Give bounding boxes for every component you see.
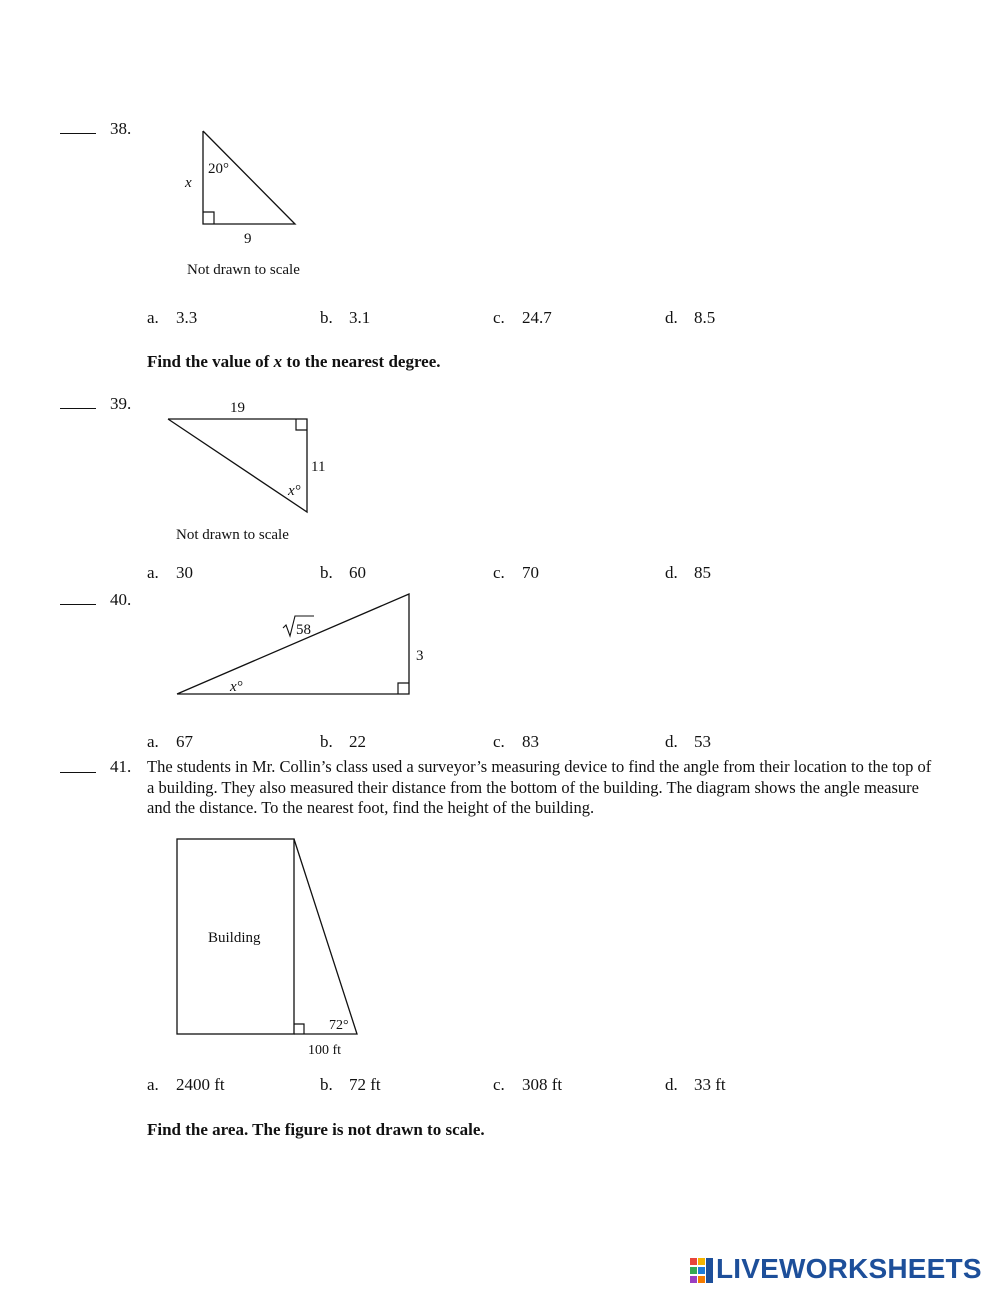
choice-38-b[interactable]	[320, 308, 370, 328]
choice-value: 2400 ft	[176, 1075, 225, 1094]
angle-label-40: x°	[230, 679, 243, 695]
choice-40-b[interactable]	[320, 732, 366, 752]
side-label-base-38: 9	[244, 231, 252, 247]
choice-39-d[interactable]	[665, 563, 711, 583]
choice-value: 33 ft	[694, 1075, 726, 1094]
choice-value: 22	[349, 732, 366, 751]
question-text-41: The students in Mr. Collin’s class used a surveyor’s measuring device to find the angle from their location to the top of a building. They also measured their distance from the bottom of the building. The diagram shows the angle measure and the distance. To the nearest foot, find the height of the building.	[147, 757, 932, 817]
choice-value: 3.1	[349, 308, 371, 327]
choice-letter: b.	[320, 563, 333, 582]
angle-label-38: 20°	[208, 161, 229, 177]
choice-39-a[interactable]	[147, 563, 193, 583]
not-to-scale-note-39: Not drawn to scale	[176, 527, 289, 543]
liveworksheets-wordmark[interactable]: LIVEWORKSHEETS	[716, 1253, 982, 1284]
choice-letter: a.	[147, 732, 159, 751]
distance-label-41: 100 ft	[308, 1043, 342, 1058]
liveworksheets-logo-icon	[690, 1256, 714, 1286]
choice-value: 30	[176, 563, 193, 582]
choice-40-a[interactable]	[147, 732, 193, 752]
choice-value: 60	[349, 563, 366, 582]
instruction-find-area: Find the area. The figure is not drawn to scale.	[147, 1120, 485, 1139]
answer-blank-40[interactable]	[60, 604, 96, 605]
choice-letter: d.	[665, 1075, 678, 1094]
choice-value: 8.5	[694, 308, 716, 327]
choice-letter: a.	[147, 563, 159, 582]
question-number-40: 40.	[110, 590, 132, 609]
choice-letter: c.	[493, 732, 505, 751]
instruction-variable: x	[273, 352, 283, 371]
answer-blank-38[interactable]	[60, 133, 96, 134]
angle-label-41: 72°	[329, 1018, 349, 1033]
choice-41-a[interactable]	[147, 1075, 225, 1095]
answer-blank-41[interactable]	[60, 772, 96, 773]
choice-38-d[interactable]	[665, 308, 715, 328]
choice-letter: c.	[493, 1075, 505, 1094]
choice-letter: c.	[493, 308, 505, 327]
question-number-39: 39.	[110, 394, 132, 413]
instruction-suffix: to the nearest degree.	[282, 352, 441, 371]
choice-value: 24.7	[522, 308, 552, 327]
answer-blank-39[interactable]	[60, 408, 96, 409]
choice-letter: d.	[665, 732, 678, 751]
choice-41-b[interactable]	[320, 1075, 381, 1095]
hypotenuse-radicand-40: 58	[296, 622, 311, 638]
choice-38-a[interactable]	[147, 308, 197, 328]
not-to-scale-note-38: Not drawn to scale	[187, 262, 300, 278]
choice-value: 85	[694, 563, 711, 582]
side-label-right-39: 11	[311, 459, 326, 475]
choice-value: 70	[522, 563, 539, 582]
question-number-41: 41.	[110, 757, 132, 776]
building-diagram-41	[0, 0, 1, 1]
choice-letter: b.	[320, 1075, 333, 1094]
building-label-41: Building	[208, 930, 261, 946]
choice-value: 67	[176, 732, 193, 751]
choice-value: 83	[522, 732, 539, 751]
choice-40-d[interactable]	[665, 732, 711, 752]
choice-41-d[interactable]	[665, 1075, 726, 1095]
choice-letter: a.	[147, 1075, 159, 1094]
side-label-right-40: 3	[416, 648, 424, 664]
choice-letter: d.	[665, 563, 678, 582]
choice-value: 53	[694, 732, 711, 751]
choice-40-c[interactable]	[493, 732, 539, 752]
choice-letter: b.	[320, 732, 333, 751]
choice-value: 72 ft	[349, 1075, 381, 1094]
angle-label-39: x°	[288, 483, 301, 499]
choice-letter: b.	[320, 308, 333, 327]
choice-41-c[interactable]	[493, 1075, 562, 1095]
choice-letter: c.	[493, 563, 505, 582]
choice-value: 308 ft	[522, 1075, 563, 1094]
choice-value: 3.3	[176, 308, 198, 327]
question-number-38: 38.	[110, 119, 132, 138]
choice-38-c[interactable]	[493, 308, 552, 328]
choice-39-b[interactable]	[320, 563, 366, 583]
choice-39-c[interactable]	[493, 563, 539, 583]
side-label-x-38: x	[185, 175, 192, 191]
instruction-prefix: Find the value of	[147, 352, 274, 371]
side-label-top-39: 19	[230, 400, 245, 416]
choice-letter: d.	[665, 308, 678, 327]
choice-letter: a.	[147, 308, 159, 327]
instruction-find-x	[147, 352, 441, 372]
